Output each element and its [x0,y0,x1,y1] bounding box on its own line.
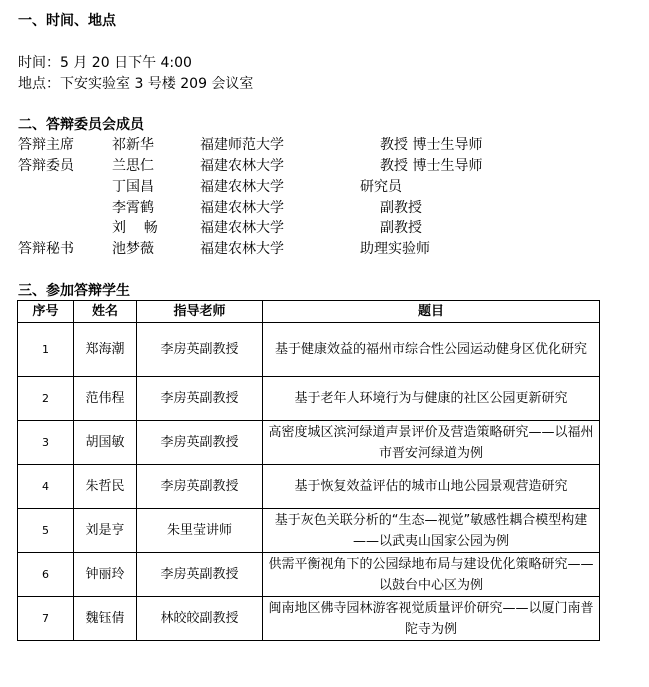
committee-school: 福建农林大学 [200,220,284,236]
table-row [18,509,600,553]
students-table [17,300,600,641]
committee-row [18,136,638,156]
committee-title: 副教授 [380,220,422,236]
cell-name: 范伟程 [74,377,137,421]
section-2-heading: 二、答辩委员会成员 [18,117,144,133]
cell-advisor: 李房英副教授 [137,553,263,597]
committee-title: 教授 博士生导师 [380,137,483,153]
cell-seq: 7 [18,597,74,641]
cell-advisor: 李房英副教授 [137,323,263,377]
cell-seq: 4 [18,465,74,509]
table-row [18,377,600,421]
section-1-heading: 一、时间、地点 [18,13,116,29]
table-row [18,323,600,377]
committee-name: 李霄鹤 [112,200,154,216]
committee-row [18,199,638,219]
cell-seq: 6 [18,553,74,597]
cell-advisor: 李房英副教授 [137,377,263,421]
committee-school: 福建农林大学 [200,200,284,216]
committee-name: 刘 畅 [112,220,158,236]
cell-topic: 基于灰色关联分析的“生态—视觉”敏感性耦合模型构建——以武夷山国家公园为例 [263,509,600,553]
cell-topic: 基于恢复效益评估的城市山地公园景观营造研究 [263,465,600,509]
column-header-topic: 题目 [263,301,600,323]
column-header-advisor: 指导老师 [137,301,263,323]
committee-school: 福建农林大学 [200,241,284,257]
committee-row [18,178,638,198]
committee-role: 答辩主席 [18,137,74,153]
cell-topic: 基于老年人环境行为与健康的社区公园更新研究 [263,377,600,421]
table-row [18,553,600,597]
committee-title: 副教授 [380,200,422,216]
cell-topic: 供需平衡视角下的公园绿地布局与建设优化策略研究——以鼓台中心区为例 [263,553,600,597]
cell-advisor: 林皎皎副教授 [137,597,263,641]
time-line: 时间：5 月 20 日下午 4:00 [18,55,192,71]
committee-row [18,157,638,177]
committee-name: 祁新华 [112,137,154,153]
committee-role: 答辩秘书 [18,241,74,257]
committee-role: 答辩委员 [18,158,74,174]
committee-row [18,240,638,260]
table-row [18,597,600,641]
table-row [18,421,600,465]
table-header-row [18,301,600,323]
cell-name: 钟丽玲 [74,553,137,597]
committee-title: 助理实验师 [360,241,430,257]
cell-name: 郑海潮 [74,323,137,377]
cell-topic: 基于健康效益的福州市综合性公园运动健身区优化研究 [263,323,600,377]
cell-seq: 5 [18,509,74,553]
cell-name: 胡国敏 [74,421,137,465]
cell-advisor: 朱里莹讲师 [137,509,263,553]
committee-school: 福建农林大学 [200,179,284,195]
committee-name: 兰思仁 [112,158,154,174]
column-header-seq: 序号 [18,301,74,323]
committee-school: 福建师范大学 [200,137,284,153]
committee-title: 研究员 [360,179,402,195]
committee-row [18,219,638,239]
cell-name: 魏钰倩 [74,597,137,641]
section-3-heading: 三、参加答辩学生 [18,283,130,299]
cell-seq: 1 [18,323,74,377]
committee-school: 福建农林大学 [200,158,284,174]
cell-topic: 高密度城区滨河绿道声景评价及营造策略研究——以福州市晋安河绿道为例 [263,421,600,465]
cell-seq: 3 [18,421,74,465]
committee-name: 丁国昌 [112,179,154,195]
cell-seq: 2 [18,377,74,421]
cell-advisor: 李房英副教授 [137,421,263,465]
cell-name: 朱哲民 [74,465,137,509]
column-header-name: 姓名 [74,301,137,323]
cell-advisor: 李房英副教授 [137,465,263,509]
committee-name: 池梦薇 [112,241,154,257]
cell-topic: 闽南地区佛寺园林游客视觉质量评价研究——以厦门南普陀寺为例 [263,597,600,641]
table-row [18,465,600,509]
place-line: 地点：下安实验室 3 号楼 209 会议室 [18,76,254,92]
committee-title: 教授 博士生导师 [380,158,483,174]
cell-name: 刘是亨 [74,509,137,553]
